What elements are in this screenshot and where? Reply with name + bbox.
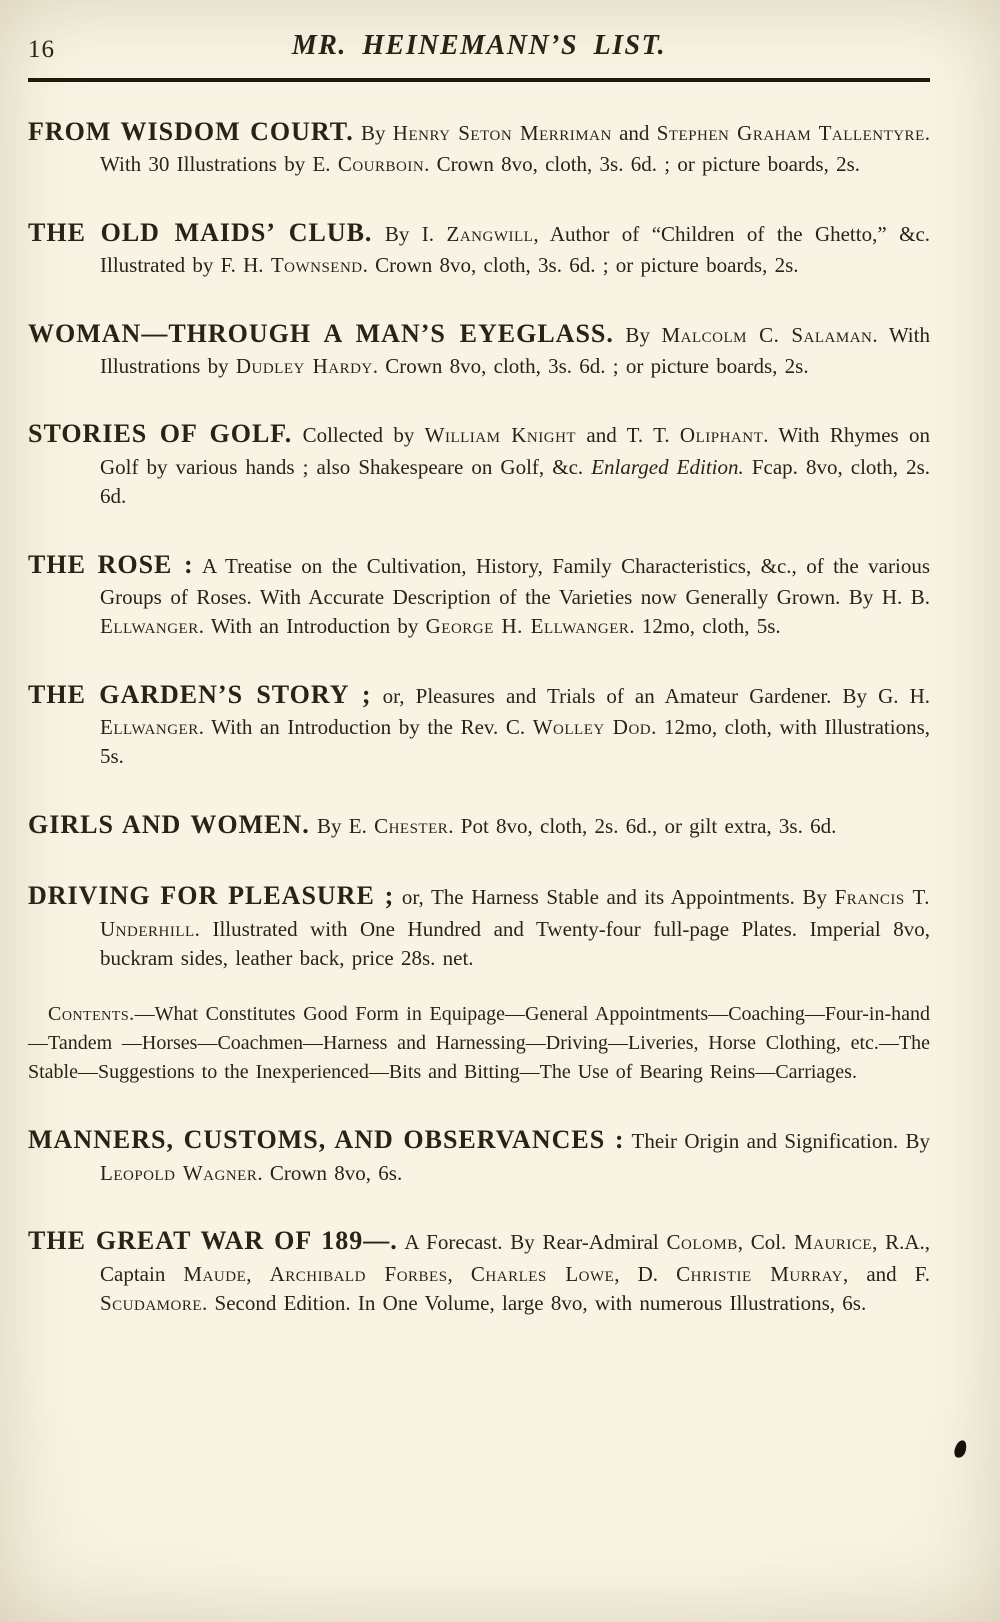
entry-body: or, Pleasures and Trials of an Amateur Gardener. By G. H. Ellwanger. With an Introduction by the Rev. C. Wolley Dod. 12mo, cloth, with Illustrations, 5s. <box>100 683 930 769</box>
entry-body: A Treatise on the Cultivation, History, Family Characteristics, &c., of the various Groups of Roses. With Accurate Description of the Varieties now Generally Grown. By H. B. Ellwanger. With an Introduction by George H. Ellwanger. 12mo, cloth, 5s. <box>100 553 930 639</box>
catalog-entry <box>28 215 930 281</box>
catalog-entry <box>28 547 930 642</box>
catalog-entry <box>28 114 930 180</box>
catalog-entry <box>28 416 930 511</box>
entry-title: MANNERS, CUSTOMS, AND OBSERVANCES : <box>28 1125 625 1155</box>
catalog-entry <box>28 316 930 382</box>
contents-note: Contents.—What Constitutes Good Form in Equipage—General Appointments—Coaching—Four-in-hand—Tandem —Horses—Coachmen—Harness and Harnessing—Driving—Liveries, Horse Clothing, etc.—The Stable—Suggestions to the Inexperienced—Bits and Bitting—The Use of Bearing Reins—Carriages. <box>28 1003 930 1084</box>
entry-body: Their Origin and Signification. By Leopold Wagner. Crown 8vo, 6s. <box>100 1129 930 1185</box>
catalog-entry <box>28 878 930 973</box>
entry-title: DRIVING FOR PLEASURE ; <box>28 881 395 911</box>
entry-title: THE ROSE : <box>28 549 194 579</box>
entry-title: THE GARDEN’S STORY ; <box>28 679 372 709</box>
catalog-entry <box>28 1122 930 1188</box>
entry-title: THE GREAT WAR OF 189—. <box>28 1226 398 1256</box>
entry-body: By Malcolm C. Salaman. With Illustrations by Dudley Hardy. Crown 8vo, cloth, 3s. 6d. ; or picture boards, 2s. <box>100 322 930 378</box>
page-number: 16 <box>28 36 55 63</box>
entry-body: Collected by William Knight and T. T. Oliphant. With Rhymes on Golf by various hands ; also Shakespeare on Golf, &c. Enlarged Edition. Fcap. 8vo, cloth, 2s. 6d. <box>100 423 930 509</box>
entry-title: GIRLS AND WOMEN. <box>28 809 310 839</box>
catalog-entry <box>28 807 930 843</box>
entry-body: By E. Chester. Pot 8vo, cloth, 2s. 6d., or gilt extra, 3s. 6d. <box>309 813 837 838</box>
entry-body: By I. Zangwill, Author of “Children of the Ghetto,” &c. Illustrated by F. H. Townsend. Crown 8vo, cloth, 3s. 6d. ; or picture boards, 2s. <box>100 221 931 278</box>
catalog-entry <box>28 1223 930 1318</box>
page-header <box>28 26 930 74</box>
catalog-entries <box>28 114 930 1318</box>
entry-title: WOMAN—THROUGH A MAN’S EYEGLASS. <box>28 318 614 348</box>
page-title: MR. HEINEMANN’S LIST. <box>291 30 667 61</box>
entry-body: A Forecast. By Rear-Admiral Colomb, Col. Maurice, R.A., Captain Maude, Archibald Forbes, Charles Lowe, D. Christie Murray, and F. Scudamore. Second Edition. In One Volume, large 8vo, with numerous Illustrations, 6s. <box>100 1230 930 1315</box>
entry-body: or, The Harness Stable and its Appointments. By Francis T. Underhill. Illustrated with One Hundred and Twenty-four full-page Plates. Imperial 8vo, buckram sides, leather back, price 28s. net. <box>100 885 930 971</box>
entry-title: STORIES OF GOLF. <box>28 419 293 449</box>
entry-title: THE OLD MAIDS’ CLUB. <box>28 217 373 247</box>
entry-title: FROM WISDOM COURT. <box>28 117 354 146</box>
header-rule <box>28 78 930 82</box>
catalog-entry <box>28 677 930 772</box>
ink-blot <box>953 1439 968 1459</box>
entry-body: By Henry Seton Merriman and Stephen Graham Tallentyre. With 30 Illustrations by E. Courboin. Crown 8vo, cloth, 3s. 6d. ; or picture boards, 2s. <box>100 121 930 177</box>
